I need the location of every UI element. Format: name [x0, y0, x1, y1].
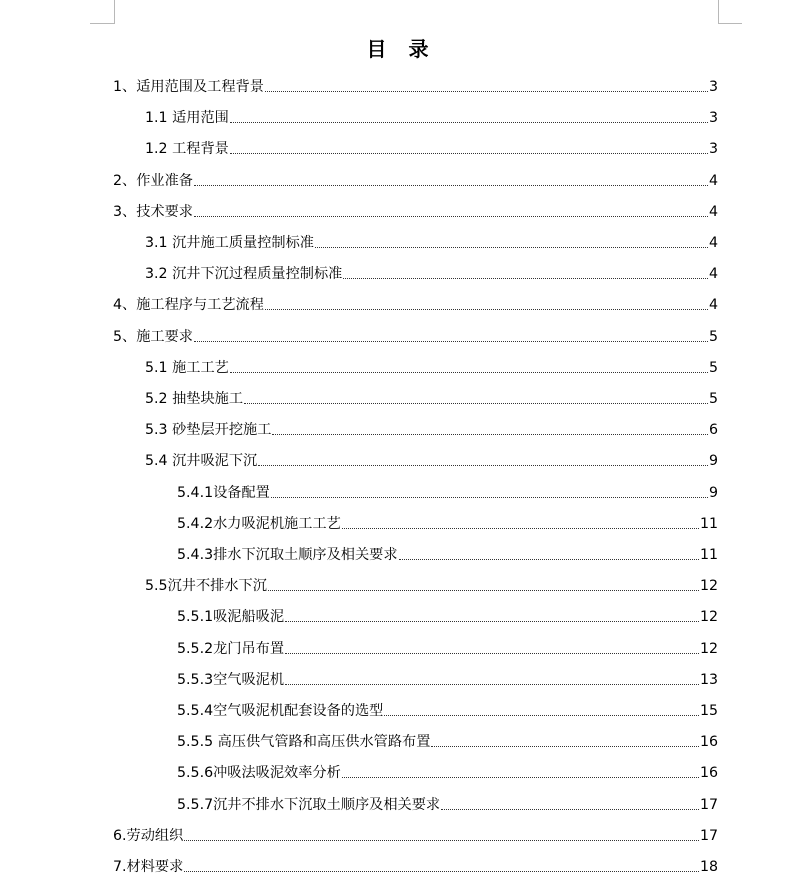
- toc-entry-page-number: 5: [708, 359, 718, 376]
- toc-entry-page-number: 12: [699, 640, 718, 657]
- toc-entry-page-number: 11: [699, 547, 718, 563]
- toc-entry[interactable]: [177, 691, 718, 722]
- toc-dot-leader: [399, 559, 699, 560]
- toc-dot-leader: [265, 91, 708, 92]
- toc-entry[interactable]: [177, 753, 718, 784]
- toc-entry-label: 3.1 沉井施工质量控制标准: [145, 235, 314, 251]
- toc-entry[interactable]: [177, 473, 718, 504]
- toc-entry-label: 5.5.6冲吸法吸泥效率分析: [177, 765, 341, 782]
- toc-entry-label: 5.4.3排水下沉取土顺序及相关要求: [177, 547, 398, 563]
- toc-entry-label: 5.4.2水力吸泥机施工工艺: [177, 515, 341, 532]
- toc-entry-label: 5.5.4空气吸泥机配套设备的选型: [177, 703, 384, 719]
- toc-dot-leader: [194, 341, 708, 342]
- toc-entry[interactable]: [113, 317, 718, 348]
- toc-entry-page-number: 13: [699, 671, 718, 688]
- toc-dot-leader: [230, 372, 708, 373]
- toc-entry-label: 1.2 工程背景: [145, 141, 229, 158]
- toc-entry-label: 5.4 沉井吸泥下沉: [145, 453, 258, 470]
- toc-entry[interactable]: [177, 597, 718, 628]
- toc-entry-page-number: 4: [708, 266, 718, 283]
- toc-entry-label: 5.5.1吸泥船吸泥: [177, 609, 285, 626]
- toc-dot-leader: [342, 777, 699, 778]
- toc-entry-page-number: 17: [699, 796, 718, 813]
- toc-entry[interactable]: [145, 379, 718, 410]
- toc-entry-label: 5.5沉井不排水下沉: [145, 578, 267, 595]
- toc-entry[interactable]: [177, 722, 718, 753]
- toc-entry-page-number: 16: [699, 765, 718, 782]
- toc-title: 目 录: [366, 37, 430, 61]
- toc-entry[interactable]: [113, 816, 718, 847]
- toc-dot-leader: [184, 871, 699, 872]
- toc-dot-leader: [244, 403, 708, 404]
- toc-dot-leader: [194, 216, 708, 217]
- toc-entry-page-number: 5: [708, 391, 718, 407]
- toc-entry[interactable]: [113, 67, 718, 98]
- toc-entry[interactable]: [177, 660, 718, 691]
- toc-entry-label: 5.5.3空气吸泥机: [177, 671, 285, 688]
- toc-dot-leader: [431, 746, 699, 747]
- toc-entry[interactable]: [145, 566, 718, 597]
- toc-entry-label: 5.5.7沉井不排水下沉取土顺序及相关要求: [177, 796, 441, 813]
- toc-entry[interactable]: [113, 192, 718, 223]
- toc-dot-leader: [343, 278, 708, 279]
- toc-entry-page-number: 4: [708, 203, 718, 220]
- toc-entry-page-number: 4: [708, 297, 718, 314]
- toc-entry-label: 5、施工要求: [113, 328, 193, 345]
- toc-entry-page-number: 16: [699, 734, 718, 751]
- toc-entry-page-number: 17: [699, 827, 718, 844]
- toc-dot-leader: [184, 840, 699, 841]
- toc-entry[interactable]: [113, 847, 718, 878]
- toc-entry-page-number: 4: [708, 172, 718, 189]
- toc-dot-leader: [271, 497, 708, 498]
- toc-dot-leader: [285, 653, 699, 654]
- crop-mark-top-left-vertical: [114, 0, 115, 24]
- toc-entry[interactable]: [145, 254, 718, 285]
- toc-entry-label: 3、技术要求: [113, 203, 193, 220]
- toc-entry-page-number: 11: [699, 515, 718, 532]
- toc-entry-page-number: 4: [708, 235, 718, 251]
- toc-entry-label: 7.材料要求: [113, 859, 184, 875]
- toc-entry[interactable]: [145, 348, 718, 379]
- toc-entry[interactable]: [145, 129, 718, 160]
- toc-entry-label: 6.劳动组织: [113, 827, 184, 844]
- toc-entry-label: 1、适用范围及工程背景: [113, 79, 264, 95]
- toc-entry[interactable]: [113, 285, 718, 316]
- toc-entry-page-number: 12: [699, 609, 718, 626]
- toc-entry[interactable]: [145, 441, 718, 472]
- crop-mark-top-right-vertical: [718, 0, 719, 24]
- toc-dot-leader: [285, 684, 699, 685]
- toc-entry-label: 5.5.2龙门吊布置: [177, 640, 285, 657]
- toc-entry-label: 5.1 施工工艺: [145, 359, 229, 376]
- toc-entry[interactable]: [113, 161, 718, 192]
- toc-dot-leader: [268, 590, 699, 591]
- toc-entry-page-number: 5: [708, 328, 718, 345]
- toc-entry-label: 5.5.5 高压供气管路和高压供水管路布置: [177, 734, 431, 751]
- crop-mark-top-right-horizontal: [718, 23, 742, 24]
- toc-dot-leader: [384, 715, 699, 716]
- toc-entry-page-number: 12: [699, 578, 718, 595]
- crop-mark-top-left-horizontal: [90, 23, 115, 24]
- toc-dot-leader: [285, 621, 699, 622]
- toc-entry-label: 5.2 抽垫块施工: [145, 391, 244, 407]
- toc-entry-page-number: 9: [708, 453, 718, 470]
- toc-dot-leader: [272, 434, 708, 435]
- toc-dot-leader: [315, 247, 708, 248]
- toc-entry-label: 5.4.1设备配置: [177, 484, 270, 501]
- toc-entry-label: 3.2 沉井下沉过程质量控制标准: [145, 266, 343, 283]
- toc-dot-leader: [230, 122, 708, 123]
- toc-entry-page-number: 18: [699, 859, 718, 875]
- toc-dot-leader: [194, 185, 708, 186]
- toc-entry[interactable]: [177, 629, 718, 660]
- toc-dot-leader: [265, 309, 708, 310]
- toc-entry-page-number: 3: [708, 79, 718, 95]
- toc-entry-page-number: 3: [708, 141, 718, 158]
- toc-entry-label: 1.1 适用范围: [145, 110, 229, 127]
- toc-dot-leader: [342, 528, 699, 529]
- toc-entry[interactable]: [177, 785, 718, 816]
- toc-entry-page-number: 9: [708, 484, 718, 501]
- toc-entry-page-number: 6: [708, 422, 718, 439]
- toc-entry-page-number: 3: [708, 110, 718, 127]
- toc-entry-label: 2、作业准备: [113, 172, 193, 189]
- toc-entry[interactable]: [177, 504, 718, 535]
- toc-dot-leader: [441, 809, 699, 810]
- toc-entry-label: 4、施工程序与工艺流程: [113, 297, 264, 314]
- toc-entry[interactable]: [145, 410, 718, 441]
- toc-entry[interactable]: [177, 535, 718, 566]
- toc-entry-page-number: 15: [699, 703, 718, 719]
- toc-entry[interactable]: [145, 98, 718, 129]
- toc-entry[interactable]: [145, 223, 718, 254]
- toc-dot-leader: [230, 153, 708, 154]
- toc-entry-label: 5.3 砂垫层开挖施工: [145, 422, 272, 439]
- toc-dot-leader: [258, 465, 708, 466]
